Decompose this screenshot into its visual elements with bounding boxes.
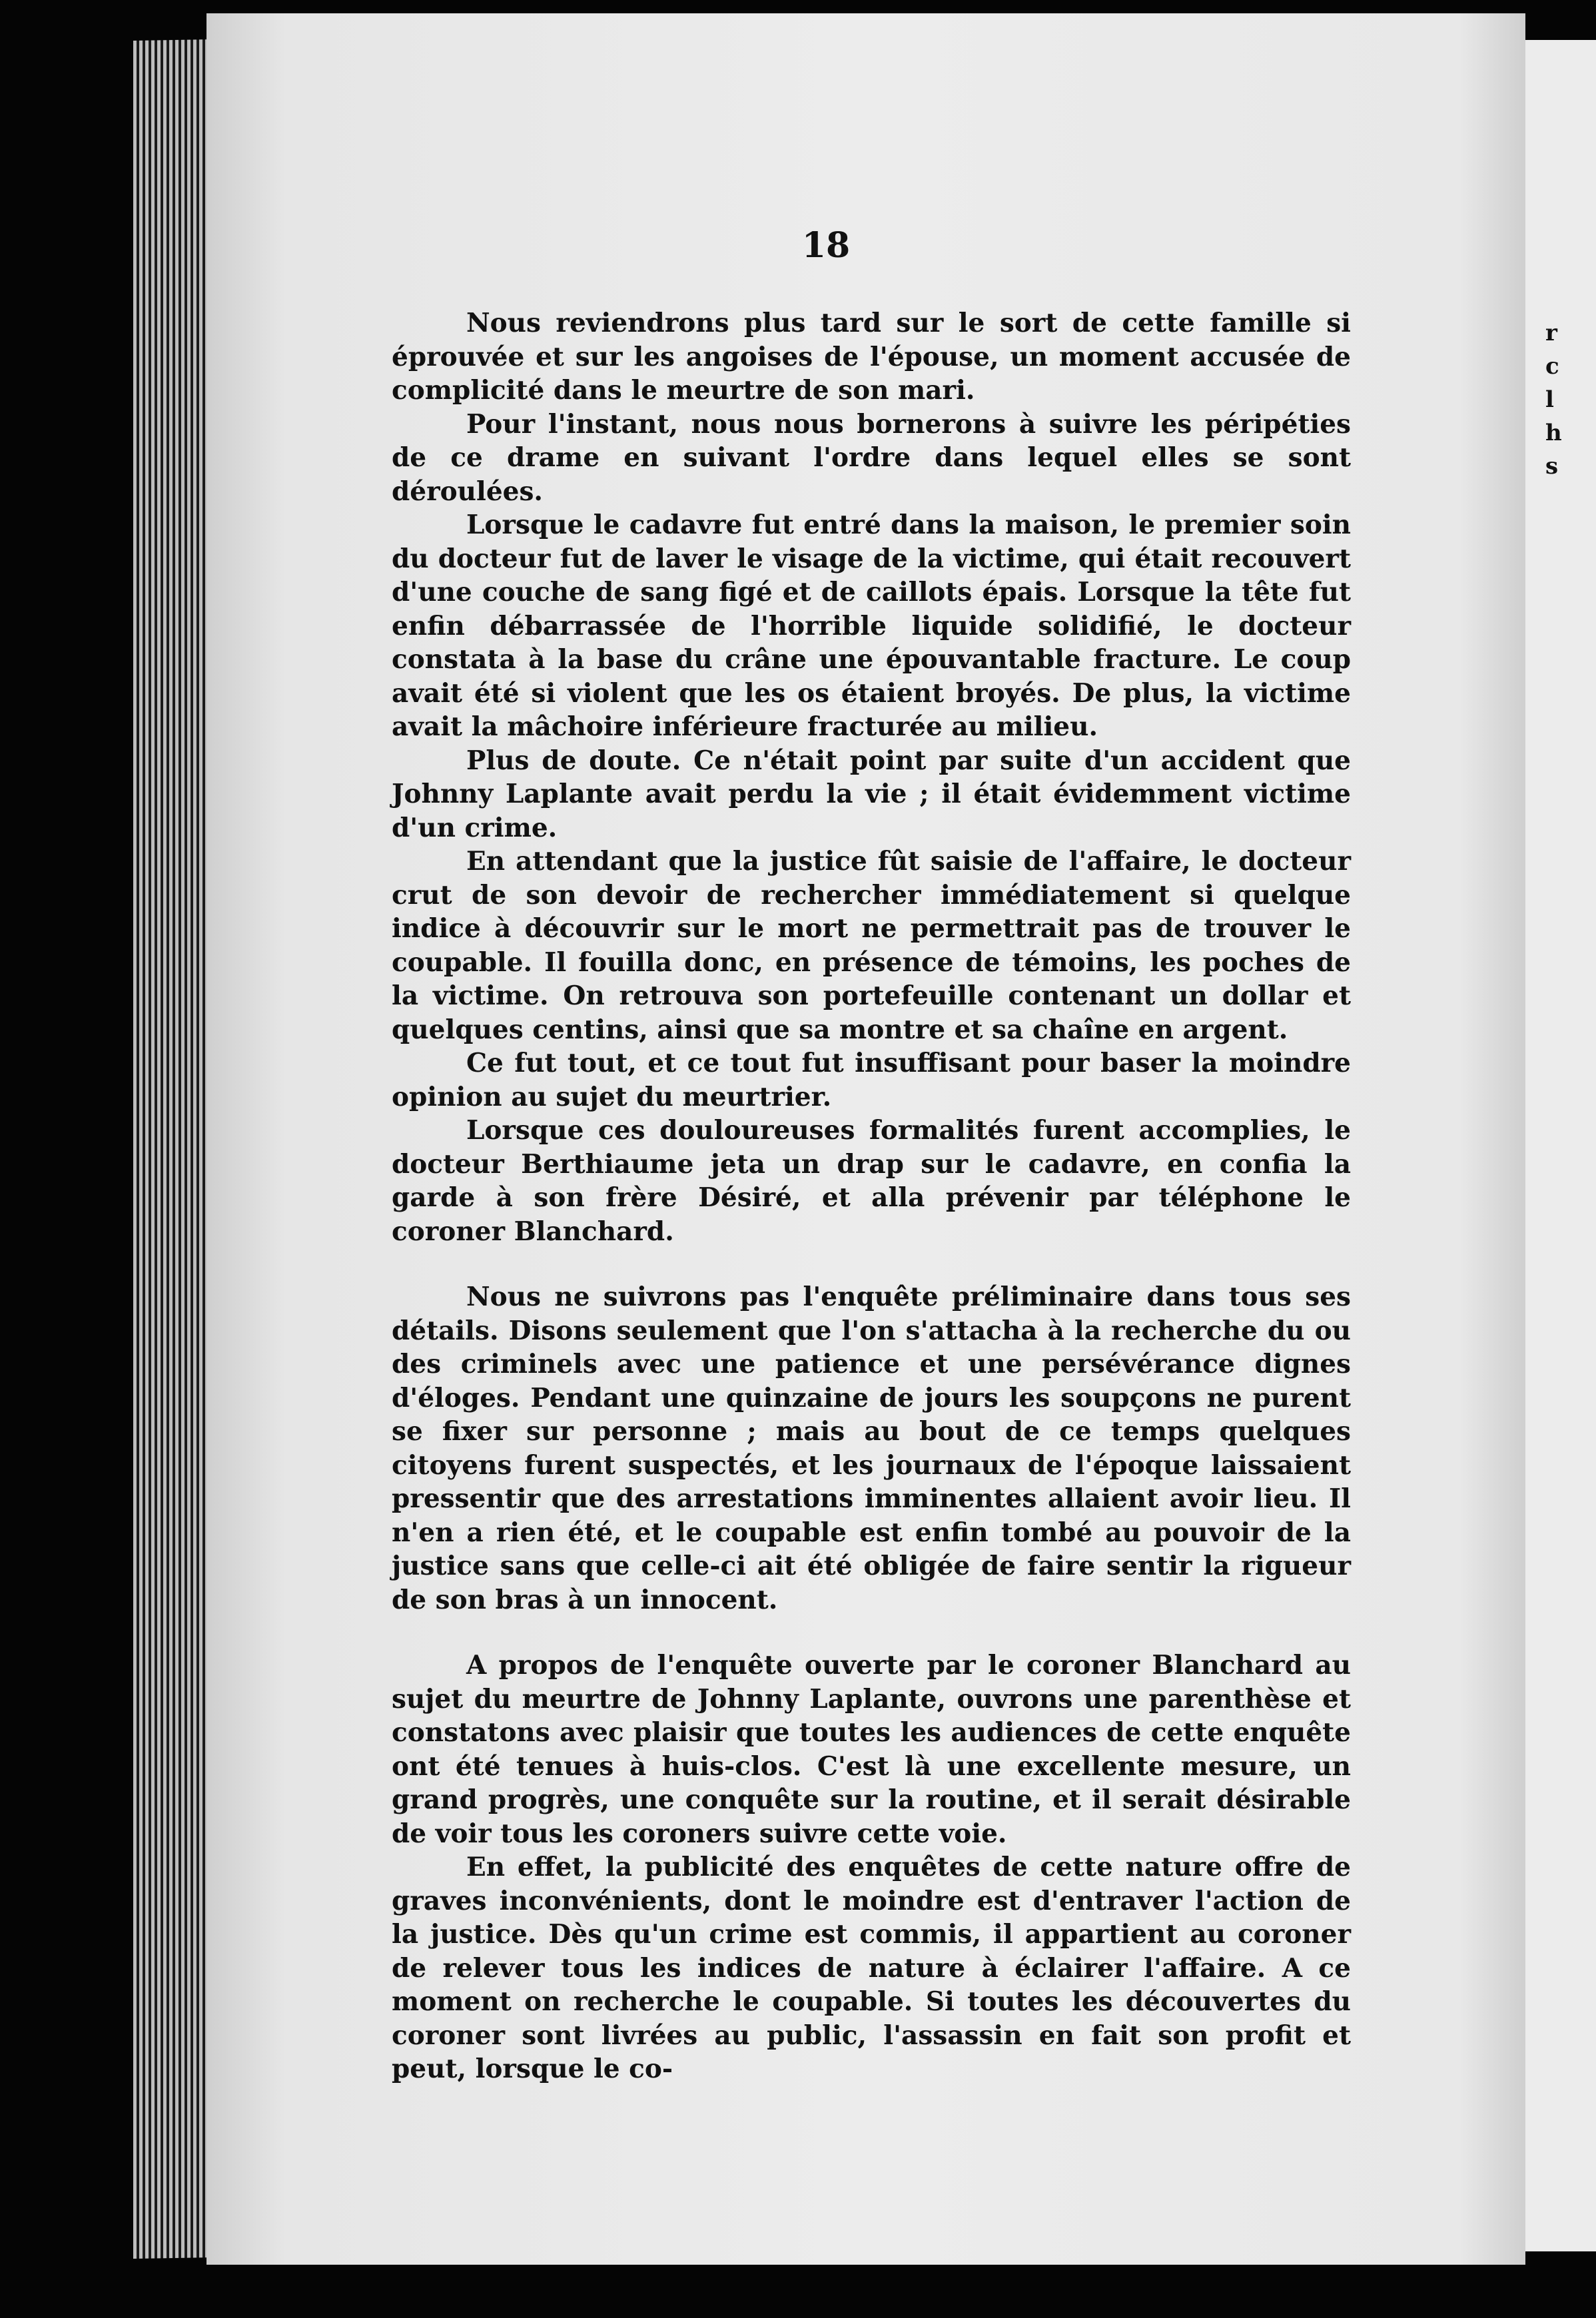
facing-page-fragment: r	[1545, 320, 1557, 346]
paragraph: Lorsque ces douloureuses formalités furent accomplies, le docteur Berthiaume jeta un drap sur le cadavre, en confia la garde à son frère Désiré, et alla prévenir par téléphone le coroner Blanchard.	[392, 1115, 1351, 1247]
paragraph: Nous ne suivrons pas l'enquête préliminaire dans tous ses détails. Disons seulement que l'on s'attacha à la recherche du ou des criminels avec une patience et une persévérance dignes d'éloges. Pendant une quinzaine de jours les soupçons ne purent se fixer sur personne ; mais au bout de ce temps quelques citoyens furent suspectés, et les journaux de l'époque laissaient pressentir que des arrestations imminentes allaient avoir lieu. Il n'en a rien été, et le coupable est enfin tombé au pouvoir de la justice sans que celle-ci ait été obligée de faire sentir la rigueur de son bras à un innocent.	[392, 1282, 1351, 1615]
facing-page-edge	[1525, 40, 1596, 2251]
paragraph: En effet, la publicité des enquêtes de cette nature offre de graves inconvénients, dont le moindre est d'entraver l'action de la justice. Dès qu'un crime est commis, il appartient au coroner de relever tous les indices de nature à éclairer l'affaire. A ce moment on recherche le coupable. Si toutes les découvertes du coroner sont livrées au public, l'assassin en fait son profit et peut, lorsque le co-	[392, 1852, 1351, 2084]
paragraph: Ce fut tout, et ce tout fut insuffisant pour baser la moindre opinion au sujet du meurtrier.	[392, 1048, 1351, 1112]
page-number: 18	[801, 225, 851, 266]
paragraph: Pour l'instant, nous nous bornerons à suivre les péripéties de ce drame en suivant l'ordre dans lequel elles se sont déroulées.	[392, 408, 1351, 507]
page-edges	[133, 39, 213, 2259]
paragraph: Nous reviendrons plus tard sur le sort de cette famille si éprouvée et sur les angoises de l'épouse, un moment accusée de complicité dans le meurtre de son mari.	[392, 308, 1351, 406]
page-text	[392, 306, 1351, 2086]
facing-page-fragment: s	[1545, 453, 1559, 480]
facing-page-fragment: l	[1545, 386, 1554, 413]
facing-page-fragment: h	[1545, 420, 1562, 446]
facing-page-fragment: c	[1545, 353, 1559, 380]
paragraph: Lorsque le cadavre fut entré dans la maison, le premier soin du docteur fut de laver le visage de la victime, qui était recouvert d'une couche de sang figé et de caillots épais. Lorsque la tête fut enfin débarrassée de l'horrible liquide solidifié, le docteur constata à la base du crâne une épouvantable fracture. Le coup avait été si violent que les os étaient broyés. De plus, la victime avait la mâchoire inférieure fracturée au milieu.	[392, 510, 1351, 742]
paragraph: En attendant que la justice fût saisie de l'affaire, le docteur crut de son devoir de rechercher immédiatement si quelque indice à découvrir sur le mort ne permettrait pas de trouver le coupable. Il fouilla donc, en présence de témoins, les poches de la victime. On retrouva son portefeuille contenant un dollar et quelques centins, ainsi que sa montre et sa chaîne en argent.	[392, 846, 1351, 1045]
paragraph: A propos de l'enquête ouverte par le coroner Blanchard au sujet du meurtre de Johnny Laplante, ouvrons une parenthèse et constatons avec plaisir que toutes les audiences de cette enquête ont été tenues à huis-clos. C'est là une excellente mesure, un grand progrès, une conquête sur la routine, et il serait désirable de voir tous les coroners suivre cette voie.	[392, 1650, 1351, 1849]
book-page	[206, 13, 1525, 2265]
paragraph: Plus de doute. Ce n'était point par suite d'un accident que Johnny Laplante avait perdu la vie ; il était évidemment victime d'un crime.	[392, 745, 1351, 843]
